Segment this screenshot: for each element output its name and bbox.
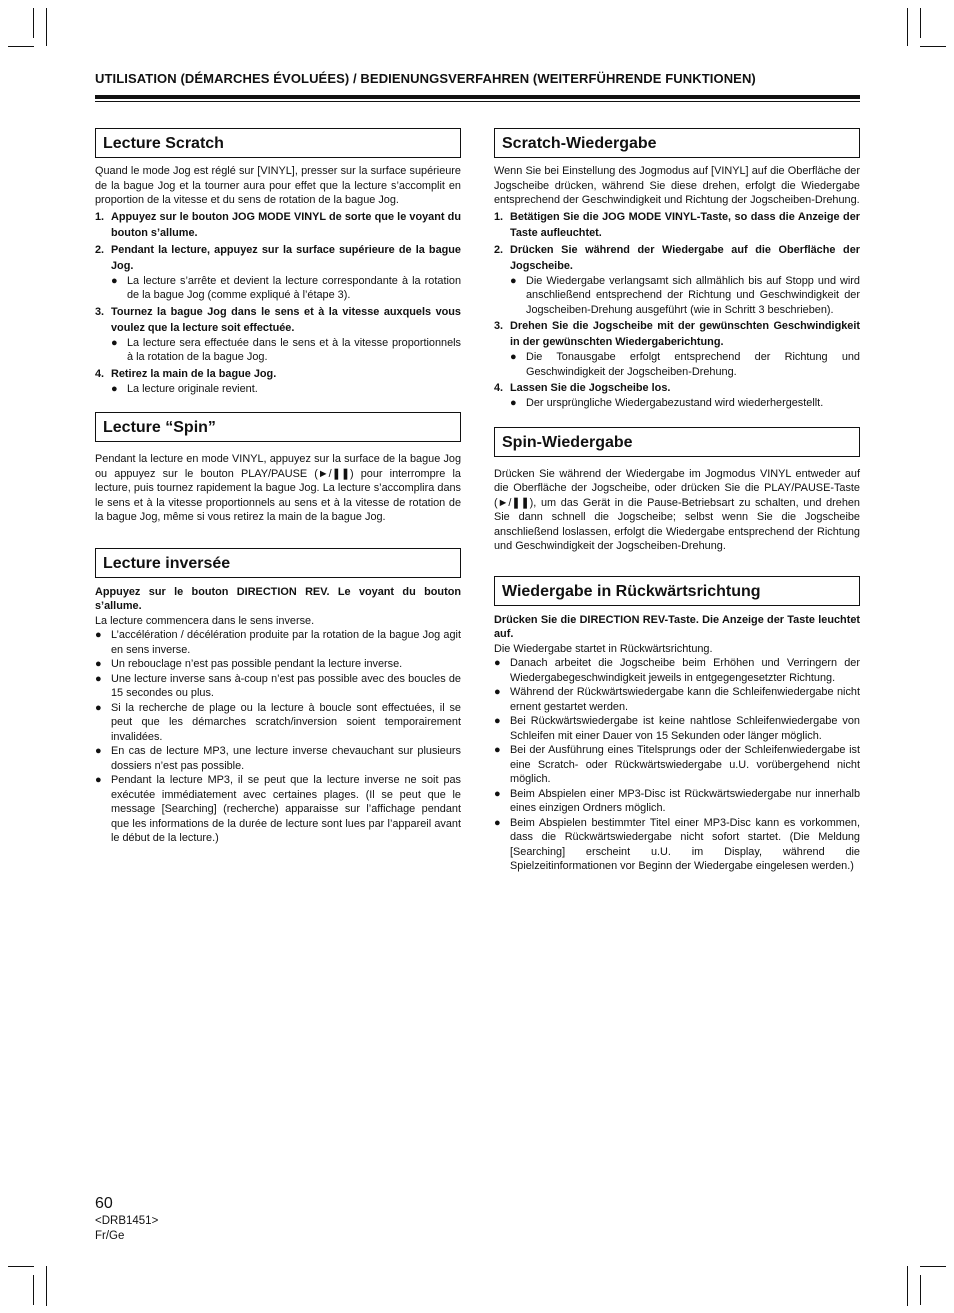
section-title-lecture-scratch: Lecture Scratch: [95, 128, 461, 158]
step-item: [494, 380, 860, 396]
bullet-item: [494, 274, 860, 318]
step-number: 3.: [494, 320, 504, 332]
step-number: 4.: [494, 382, 504, 394]
left-column: [95, 128, 461, 846]
bullet-text: Si la recherche de plage ou la lecture à boucle sont effectuées, il se peut que les démarches scratch/inversion soient temporairement invalidées.: [111, 701, 461, 743]
crop-mark: [920, 1275, 921, 1305]
crop-mark: [46, 1266, 47, 1306]
bullet-dot-icon: ●: [95, 672, 102, 685]
bullet-dot-icon: ●: [95, 629, 102, 641]
bullet-dot-icon: ●: [111, 382, 118, 395]
bullet-text: Der ursprüngliche Wiedergabezustand wird wiederhergestellt.: [526, 397, 824, 409]
bullet-item: [494, 685, 860, 714]
bullet-dot-icon: ●: [494, 657, 501, 669]
steps-list: [494, 209, 860, 411]
bullet-text: Während der Rückwärtswiedergabe kann die Schleifenwiedergabe nicht ernent gestartet werden.: [510, 686, 860, 713]
crop-mark: [33, 1275, 34, 1305]
bullet-dot-icon: ●: [494, 787, 501, 800]
step-item: [494, 242, 860, 274]
bullet-dot-icon: ●: [494, 686, 501, 698]
crop-mark: [33, 8, 34, 38]
crop-mark: [8, 46, 34, 47]
crop-mark: [920, 1266, 946, 1267]
step-item: [95, 304, 461, 336]
step-number: 1.: [494, 210, 504, 223]
step-number: 2.: [494, 243, 504, 256]
bullet-text: Bei Rückwärtswiedergabe ist keine nahtlose Schleifenwiedergabe von Schleifen mit einer Dauer von 15 Sekunden oder länger möglich.: [510, 715, 860, 742]
bullet-item: [95, 382, 461, 397]
bullet-item: [494, 656, 860, 685]
intro-text: Pendant la lecture en mode VINYL, appuyez sur la surface de la bague Jog ou appuyez sur le bouton PLAY/PAUSE (►/❚❚) pour interrompre la lecture, puis tournez rapidement la bague Jog. La lecture s’accomplira dans le sens et à la vitesse proportionnels au sens et à la vitesse de rotation de la bague Jog, même si vous retirez la main de la bague Jog.: [95, 453, 461, 523]
bullet-item: [494, 743, 860, 787]
step-text: Appuyez sur le bouton JOG MODE VINYL de sorte que le voyant du bouton s’allume.: [111, 210, 461, 239]
step-text: Pendant la lecture, appuyez sur la surface supérieure de la bague Jog.: [111, 243, 461, 272]
bullet-dot-icon: ●: [494, 816, 501, 829]
bullet-text: Die Wiedergabe verlangsamt sich allmählich bis auf Stopp und wird anschließend entsprechend der Richtung und Geschwindigkeit der Jogscheiben-Drehung ausgeführt (wie in Schritt 3 beschrieben).: [526, 274, 860, 316]
crop-mark: [907, 1266, 908, 1306]
step-item: [95, 242, 461, 274]
intro-text: Drücken Sie während der Wiedergabe im Jogmodus VINYL entweder auf die Oberfläche der Jogscheibe, oder drücken Sie die PLAY/PAUSE-Taste (►/❚❚), um das Gerät in die Pause-Betriebsart zu schalten, und drehen Sie dann schnell die Jogscheibe; selbst wenn Sie die Jogscheibe anschließend loslassen, erfolgt die Wiedergabe entsprechend der Richtung und Geschwindigkeit der Jogscheiben-Drehung.: [494, 467, 860, 552]
bullet-dot-icon: ●: [95, 701, 102, 714]
step-item: [95, 366, 461, 382]
section-title-scratch-wiedergabe: Scratch-Wiedergabe: [494, 128, 860, 158]
bullet-item: [95, 657, 461, 672]
step-text: Lassen Sie die Jogscheibe los.: [510, 382, 671, 394]
bullet-text: Danach arbeitet die Jogscheibe beim Erhöhen und Verringern der Wiedergabegeschwindigkeit jeweils in entgegengesetzter Richtung.: [510, 657, 860, 684]
bullet-text: La lecture sera effectuée dans le sens et à la vitesse proportionnels à la rotation de la bague Jog.: [127, 336, 461, 363]
bullet-item: [95, 773, 461, 846]
crop-mark: [920, 8, 921, 38]
bullet-item: [95, 336, 461, 365]
bullet-dot-icon: ●: [111, 336, 118, 349]
step-item: [494, 318, 860, 350]
bullet-text: Beim Abspielen einer MP3-Disc ist Rückwärtswiedergabe nur innerhalb eines einzigen Ordners möglich.: [510, 787, 860, 814]
page-number: 60: [95, 1195, 113, 1212]
bullet-item: [494, 787, 860, 816]
bullet-text: Bei der Ausführung eines Titelsprungs oder der Schleifenwiedergabe ist eine Scratch- oder Rückwärtswiedergabe u.U. vorübergehend nicht möglich.: [510, 744, 860, 785]
header-rule: [95, 95, 860, 99]
header-rule-thin: [95, 101, 860, 102]
bullet-item: [95, 701, 461, 745]
doc-code: <DRB1451>: [95, 1215, 159, 1227]
bullet-dot-icon: ●: [510, 397, 517, 409]
step-text: Drehen Sie die Jogscheibe mit der gewünschten Geschwindigkeit in der gewünschten Wiedergaberichtung.: [510, 320, 860, 348]
crop-mark: [907, 8, 908, 46]
crop-mark: [46, 8, 47, 46]
intro-text: Wenn Sie bei Einstellung des Jogmodus auf [VINYL] auf die Oberfläche der Jogscheibe drücken, während Sie diese drehen, erfolgt die Wiedergabe entsprechend der Geschwindigkeit und Richtung der Jogscheiben-Drehung.: [494, 165, 860, 206]
bullet-dot-icon: ●: [95, 774, 102, 786]
bullet-text: Un rebouclage n’est pas possible pendant la lecture inverse.: [111, 658, 403, 670]
sub-text: La lecture commencera dans le sens inverse.: [95, 614, 315, 627]
bullet-text: Die Tonausgabe erfolgt entsprechend der Richtung und Geschwindigkeit der Jogscheiben-Drehung.: [526, 351, 860, 378]
bullet-item: [95, 672, 461, 701]
step-number: 3.: [95, 305, 105, 318]
step-text: Drücken Sie während der Wiedergabe auf die Oberfläche der Jogscheibe.: [510, 243, 860, 272]
bullet-text: Une lecture inverse sans à-coup n’est pas possible avec des boucles de 15 secondes ou plus.: [111, 672, 461, 699]
bullet-dot-icon: ●: [494, 715, 501, 727]
section-title-lecture-spin: Lecture “Spin”: [95, 412, 461, 442]
page-header: UTILISATION (DÉMARCHES ÉVOLUÉES) / BEDIENUNGSVERFAHREN (WEITERFÜHRENDE FUNKTIONEN): [95, 71, 756, 86]
bullet-item: [494, 714, 860, 743]
bullet-item: [95, 274, 461, 303]
step-text: Betätigen Sie die JOG MODE VINYL-Taste, so dass die Anzeige der Taste aufleuchtet.: [510, 210, 860, 239]
bullet-dot-icon: ●: [95, 745, 102, 757]
bullet-text: En cas de lecture MP3, une lecture inverse chevauchant sur plusieurs dossiers n’est pas possible.: [111, 745, 461, 772]
bullet-dot-icon: ●: [111, 274, 118, 287]
bullet-text: Pendant la lecture MP3, il se peut que la lecture inverse ne soit pas exécutée immédiatement avec certaines plages. (Il se peut que le message [Searching] (recherche) apparaisse sur l’affichage pendant que les informations de la durée de lecture sont lues par l’appareil avant le début de la lecture.): [111, 774, 461, 844]
section-title-wiedergabe-rueckwaerts: Wiedergabe in Rückwärtsrichtung: [494, 576, 860, 606]
intro-text: Quand le mode Jog est réglé sur [VINYL], presser sur la surface supérieure de la bague Jog et la tourner aura pour effet que la lecture s’accomplit en proportion de la vitesse et du sens de rotation de la bague Jog.: [95, 165, 461, 206]
bullet-item: [95, 628, 461, 657]
step-number: 2.: [95, 243, 105, 256]
right-column: [494, 128, 860, 874]
bullet-list: [95, 628, 461, 846]
section-title-lecture-inversee: Lecture inversée: [95, 548, 461, 578]
bullet-item: [494, 816, 860, 874]
crop-mark: [920, 46, 946, 47]
language-code: Fr/Ge: [95, 1230, 125, 1242]
step-text: Retirez la main de la bague Jog.: [111, 367, 277, 380]
step-item: [95, 209, 461, 241]
bullet-text: Beim Abspielen bestimmter Titel einer MP3-Disc kann es vorkommen, dass die Rückwärtswiedergabe nicht sofort startet. (Die Meldung [Searching] erscheint u.U. im Display, während die Spielzeitinformationen vor Beginn der Wiedergabe eingelesen werden.): [510, 816, 860, 872]
step-number: 1.: [95, 210, 105, 223]
bullet-dot-icon: ●: [510, 351, 517, 363]
bullet-dot-icon: ●: [510, 274, 517, 287]
bullet-text: L’accélération / décélération produite par la rotation de la bague Jog agit en sens inverse.: [111, 629, 461, 656]
bullet-dot-icon: ●: [95, 658, 102, 670]
bullet-item: [95, 744, 461, 773]
step-item: [494, 209, 860, 241]
lead-text: Appuyez sur le bouton DIRECTION REV. Le voyant du bouton s’allume.: [95, 585, 461, 612]
bullet-text: La lecture s’arrête et devient la lecture correspondante à la rotation de la bague Jog (comme expliqué à l’étape 3).: [127, 274, 461, 301]
bullet-item: [494, 396, 860, 411]
step-number: 4.: [95, 367, 105, 380]
steps-list: [95, 209, 461, 397]
bullet-dot-icon: ●: [494, 744, 501, 756]
sub-text: Die Wiedergabe startet in Rückwärtsrichtung.: [494, 642, 713, 655]
lead-text: Drücken Sie die DIRECTION REV-Taste. Die Anzeige der Taste leuchtet auf.: [494, 613, 860, 640]
step-text: Tournez la bague Jog dans le sens et à la vitesse auxquels vous voulez que la lecture soit effectuée.: [111, 305, 461, 334]
page-footer: [95, 1194, 158, 1244]
section-title-spin-wiedergabe: Spin-Wiedergabe: [494, 427, 860, 457]
bullet-item: [494, 350, 860, 379]
crop-mark: [8, 1266, 34, 1267]
bullet-text: La lecture originale revient.: [127, 382, 258, 395]
bullet-list: [494, 656, 860, 874]
